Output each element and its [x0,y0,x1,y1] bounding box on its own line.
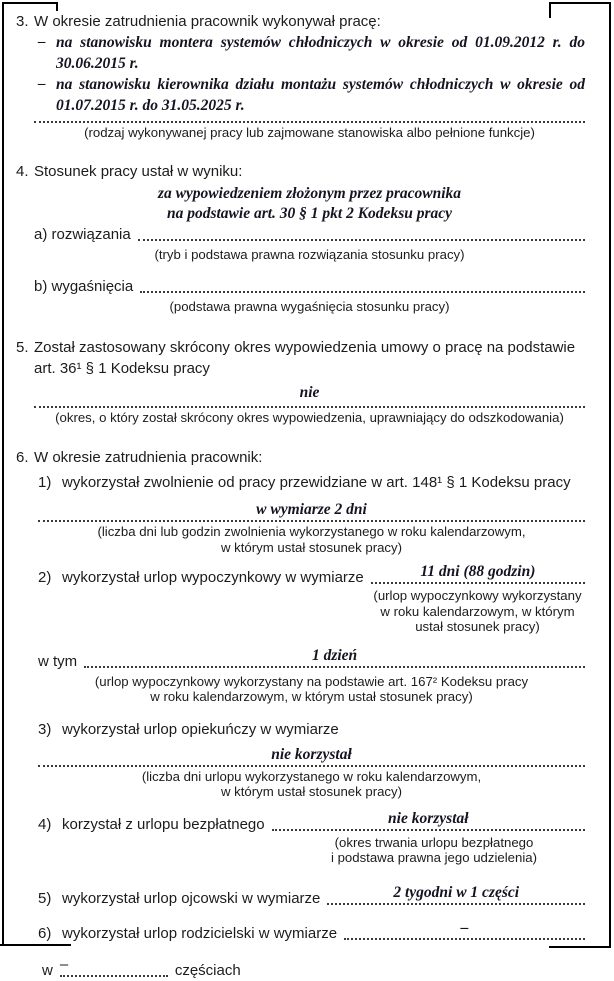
field-caption: (rodzaj wykonywanej pracy lub zajmowane stanowiska albo pełnione funkcje) [84,125,535,140]
field-caption: w roku kalendarzowym, w którym [380,603,575,619]
fill-in-field [60,954,168,977]
item-label: 5) [38,889,52,907]
field-label: a) rozwiązania [34,225,131,243]
filled-answer: nie [299,383,320,401]
work-entry [38,74,585,116]
fill-in-field [138,239,585,241]
fill-in-field [38,742,585,767]
field-caption: (okres, o który został skrócony okres wypowiedzenia, uprawniający do odszkodowania) [55,409,564,425]
section-5 [16,337,585,426]
filled-answer: 2 tygodni w 1 części [393,883,520,901]
section-6-title: W okresie zatrudnienia pracownik: [34,449,263,466]
frame-top-left [2,2,58,4]
fill-in-field [371,563,585,584]
filled-answer: – [460,918,469,936]
field-caption: (urlop wypoczynkowy wykorzystany [373,588,582,603]
work-entry-text: na stanowisku montera systemów chłodniczych w okresie od 01.09.2012 r. do 30.06.2015 r. [56,34,585,72]
field-caption: ustał stosunek pracy) [415,619,540,634]
filled-answer: nie korzystał [271,745,352,763]
entry-dash: – [38,34,46,50]
section-3 [16,11,585,141]
field-caption: (liczba dni lub godzin zwolnienia wykorzystanego w roku kalendarzowym, [97,524,526,539]
item-label: 6) [38,924,52,942]
filled-answer: za wypowiedzeniem złożonym przez pracownika [157,184,462,202]
fill-in-field [327,883,585,905]
filled-answer: 11 dni (88 godzin) [420,563,536,580]
frame-right-border [609,2,611,948]
fill-in-field [140,291,585,293]
work-entry [38,32,585,74]
frame-top-left-tick [56,2,58,11]
section-4 [16,161,585,315]
field-caption: w roku kalendarzowym, w którym ustał stosunek pracy) [150,689,473,704]
filled-answer: w wymiarze 2 dni [256,501,367,518]
section-6-number: 6. [16,449,29,466]
item-text: wykorzystał zwolnienie od pracy przewidziane w art. 148¹ § 1 Kodeksu pracy [62,474,571,491]
item-label: 3) [38,720,52,738]
tail-prefix: w [42,961,53,979]
item-2-row [38,563,585,588]
dotted-line [34,118,585,123]
section-4-title: Stosunek pracy ustał w wyniku: [34,162,243,180]
work-entry-text: na stanowisku kierownika działu montażu systemów chłodniczych w okresie od 01.07.2015 r. do 31.05.2025 r. [56,76,585,114]
filled-answer: na podstawie art. 30 § 1 pkt 2 Kodeksu pracy [166,204,453,222]
fill-in-field [344,918,585,940]
frame-top-right [549,2,611,4]
item-text: wykorzystał urlop wypoczynkowy w wymiarze [62,569,364,586]
field-caption: i podstawa prawna jego udzielenia) [330,850,537,865]
tail-suffix: częściach [174,961,241,979]
fill-in-field [84,646,585,668]
section-5-title: Został zastosowany skrócony okres wypowiedzenia umowy o pracę na podstawie art. 36¹ § 1 Kodeksu pracy [34,338,576,377]
item-label: 4) [38,815,52,833]
field-caption: w którym ustał stosunek pracy) [220,539,403,555]
item-label: 2) [38,569,52,586]
item-6-parts-row [42,954,585,981]
fill-in-field [38,497,585,522]
item-4-row [38,809,585,835]
field-caption: (okres trwania urlopu bezpłatnego [334,834,534,850]
item-2-sub-row [38,646,585,672]
entry-dash: – [38,76,46,92]
field-label: b) wygaśnięcia [34,278,134,295]
sub-label: w tym [38,652,78,670]
item-text: wykorzystał urlop opiekuńczy w wymiarze [62,720,339,738]
section-3-title: W okresie zatrudnienia pracownik wykonywał pracę: [34,13,381,30]
section-5-number: 5. [16,338,29,356]
item-5-row [38,883,585,909]
field-row-wygasniecia [34,276,585,297]
field-caption-block [370,588,585,635]
dotted-line [34,403,585,408]
field-caption: (urlop wypoczynkowy wykorzystany na podstawie art. 167² Kodeksu pracy [94,673,529,689]
field-caption: (liczba dni urlopu wykorzystanego w roku kalendarzowym, [141,768,482,784]
item-label: 1) [38,474,52,491]
field-caption-block [319,835,549,866]
item-text: wykorzystał urlop rodzicielski w wymiarze [62,924,338,942]
frame-left-border [2,2,4,946]
filled-answer: – [59,955,69,973]
filled-answer: 1 dzień [311,646,358,664]
item-6-row [38,918,585,944]
fill-in-field [272,809,585,831]
item-3-row [38,719,585,740]
filled-answer: nie korzystał [388,809,469,827]
field-caption: w którym ustał stosunek pracy) [220,784,403,799]
item-text: wykorzystał urlop ojcowski w wymiarze [62,889,321,907]
section-4-number: 4. [16,162,29,180]
section-3-number: 3. [16,13,29,30]
item-text: korzystał z urlopu bezpłatnego [62,815,265,833]
item-1-row [38,472,585,493]
field-caption: (tryb i podstawa prawna rozwiązania stosunku pracy) [154,246,465,262]
field-row-rozwiazania [34,224,585,245]
form-content [16,11,585,981]
section-6 [16,447,585,981]
field-caption: (podstawa prawna wygaśnięcia stosunku pracy) [169,299,450,314]
